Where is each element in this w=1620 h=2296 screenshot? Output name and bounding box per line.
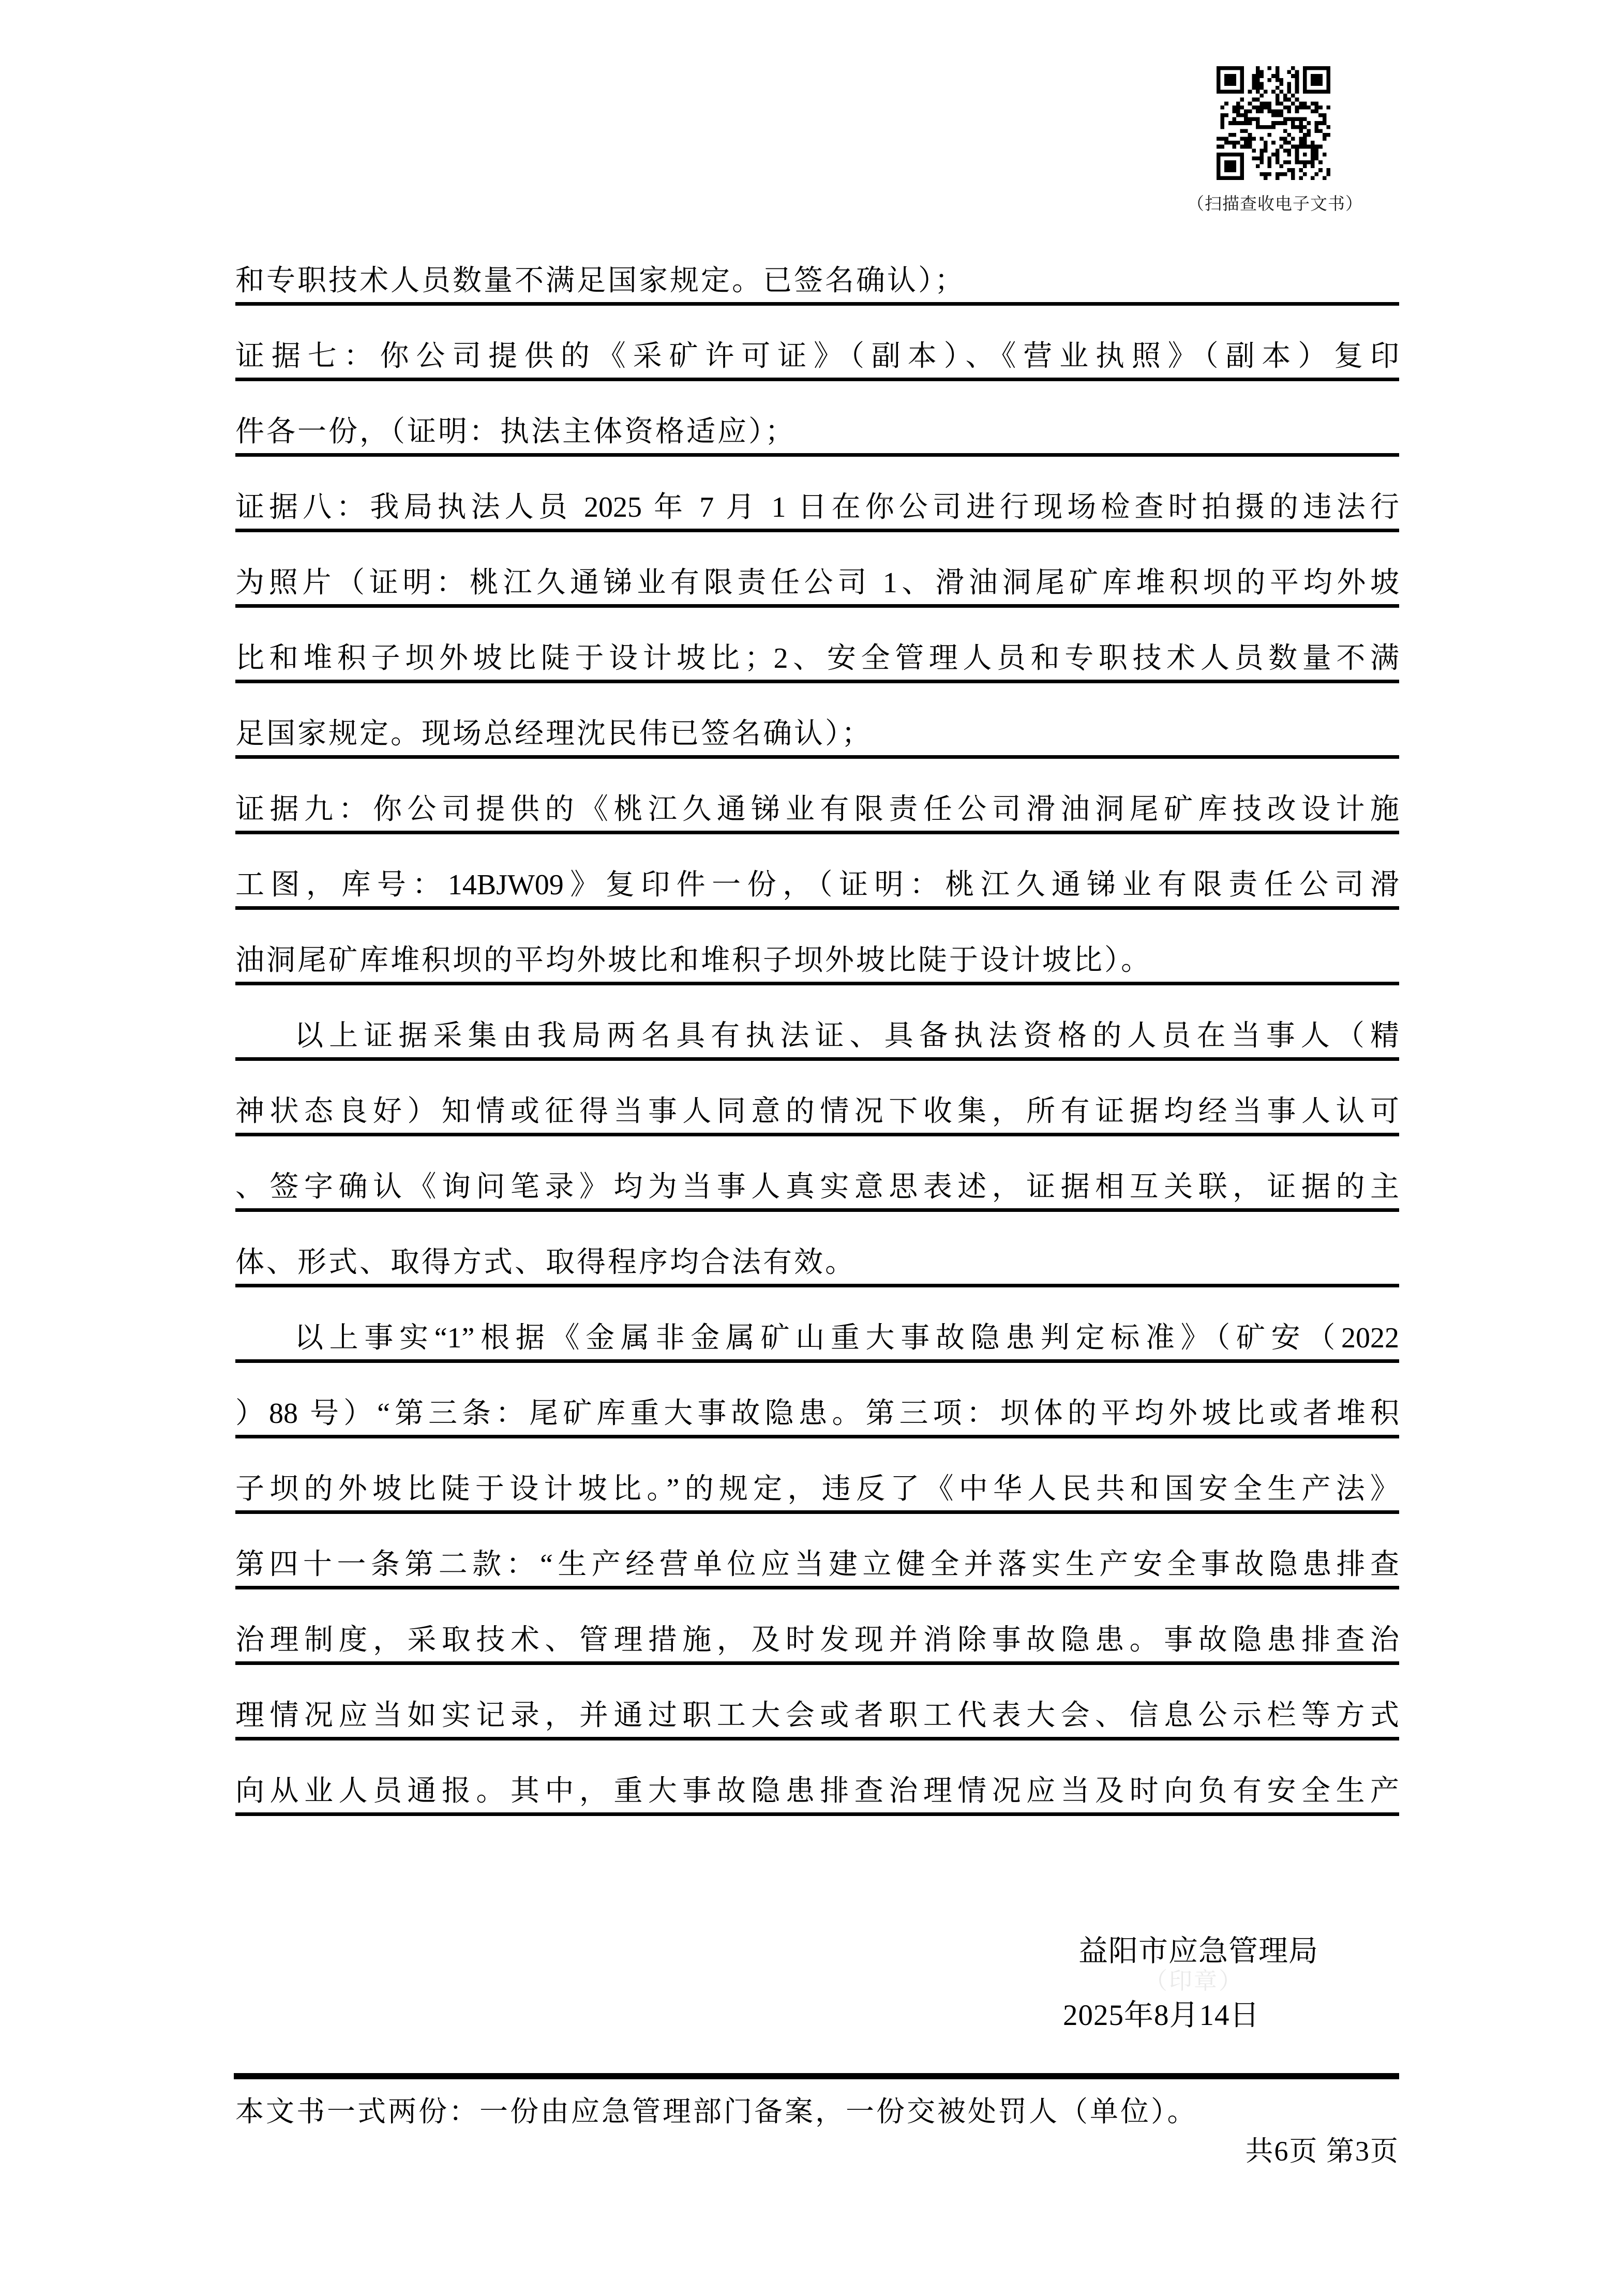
body-line-text: 证据七：你公司提供的《采矿许可证》（副本）、《营业执照》（副本）复印 — [235, 340, 1399, 372]
body-line — [235, 834, 1399, 910]
issue-date: 2025年8月14日 — [1063, 1999, 1260, 2032]
qr-code — [1217, 66, 1330, 180]
body-line — [235, 608, 1399, 683]
qr-caption: （扫描查收电子文书） — [1187, 195, 1363, 214]
body-line-text: 件各一份，（证明：执法主体资格适应）； — [235, 415, 796, 448]
page-number: 共6页 第3页 — [1245, 2136, 1399, 2167]
body-line — [235, 1287, 1399, 1363]
body-line — [235, 910, 1399, 985]
body-line — [235, 381, 1399, 457]
body-line-text: ）88 号）“第三条：尾矿库重大事故隐患。第三项：坝体的平均外坡比或者堆积 — [235, 1397, 1399, 1430]
body-line — [235, 985, 1399, 1061]
seal-placeholder: （印章） — [1144, 1968, 1244, 1994]
body-line-text: 理情况应当如实记录，并通过职工大会或者职工代表大会、信息公示栏等方式 — [235, 1699, 1399, 1732]
body-line-text: 为照片（证明：桃江久通锑业有限责任公司 1、滑油洞尾矿库堆积坝的平均外坡 — [235, 566, 1399, 599]
body-line — [235, 306, 1399, 381]
body-line-text: 足国家规定。现场总经理沈民伟已签名确认）； — [235, 717, 873, 750]
body-line-text: 、签字确认《询问笔录》均为当事人真实意思表述，证据相互关联，证据的主 — [235, 1170, 1399, 1203]
body-line-text: 证据八：我局执法人员 2025 年 7 月 1 日在你公司进行现场检查时拍摄的违法行 — [235, 491, 1399, 523]
body-line — [235, 1363, 1399, 1438]
body-line-text: 治理制度，采取技术、管理措施，及时发现并消除事故隐患。事故隐患排查治 — [235, 1624, 1399, 1656]
qr-code-image — [1217, 66, 1330, 180]
footer-copies-note: 本文书一式两份：一份由应急管理部门备案，一份交被处罚人（单位）。 — [235, 2096, 1198, 2127]
body-line — [235, 1136, 1399, 1212]
body-line — [235, 1665, 1399, 1740]
body-line-text: 向从业人员通报。其中，重大事故隐患排查治理情况应当及时向负有安全生产 — [235, 1775, 1399, 1807]
body-line-text: 比和堆积子坝外坡比陡于设计坡比；2、安全管理人员和专职技术人员数量不满 — [235, 642, 1399, 674]
body-line-text: 神状态良好）知情或征得当事人同意的情况下收集，所有证据均经当事人认可 — [235, 1095, 1399, 1128]
body-line — [235, 1589, 1399, 1665]
body-line — [235, 457, 1399, 532]
body-line-text: 以上证据采集由我局两名具有执法证、具备执法资格的人员在当事人（精 — [294, 1019, 1399, 1052]
body-line — [235, 1740, 1399, 1816]
document-body — [235, 230, 1399, 1816]
body-line-text: 体、形式、取得方式、取得程序均合法有效。 — [235, 1246, 856, 1279]
body-line — [235, 1061, 1399, 1136]
body-line-text: 以上事实“1”根据《金属非金属矿山重大事故隐患判定标准》（矿安（2022 — [294, 1322, 1399, 1354]
body-line-text: 工图，库号：14BJW09》复印件一份，（证明：桃江久通锑业有限责任公司滑 — [235, 868, 1399, 901]
issuing-agency-name: 益阳市应急管理局 — [1078, 1935, 1318, 1968]
body-line-text: 第四十一条第二款：“生产经营单位应当建立健全并落实生产安全事故隐患排查 — [235, 1548, 1399, 1581]
body-line — [235, 759, 1399, 834]
body-line — [235, 683, 1399, 759]
footer-divider — [234, 2073, 1399, 2079]
body-line-text: 油洞尾矿库堆积坝的平均外坡比和堆积子坝外坡比陡于设计坡比）。 — [235, 944, 1152, 977]
body-line — [235, 1514, 1399, 1589]
body-line-text: 子坝的外坡比陡于设计坡比。”的规定，违反了《中华人民共和国安全生产法》 — [235, 1473, 1399, 1505]
body-line — [235, 1212, 1399, 1287]
body-line-text: 和专职技术人员数量不满足国家规定。已签名确认）； — [235, 264, 966, 297]
body-line — [235, 1438, 1399, 1514]
body-line-text: 证据九：你公司提供的《桃江久通锑业有限责任公司滑油洞尾矿库技改设计施 — [235, 793, 1399, 826]
body-line — [235, 230, 1399, 306]
body-line — [235, 532, 1399, 608]
